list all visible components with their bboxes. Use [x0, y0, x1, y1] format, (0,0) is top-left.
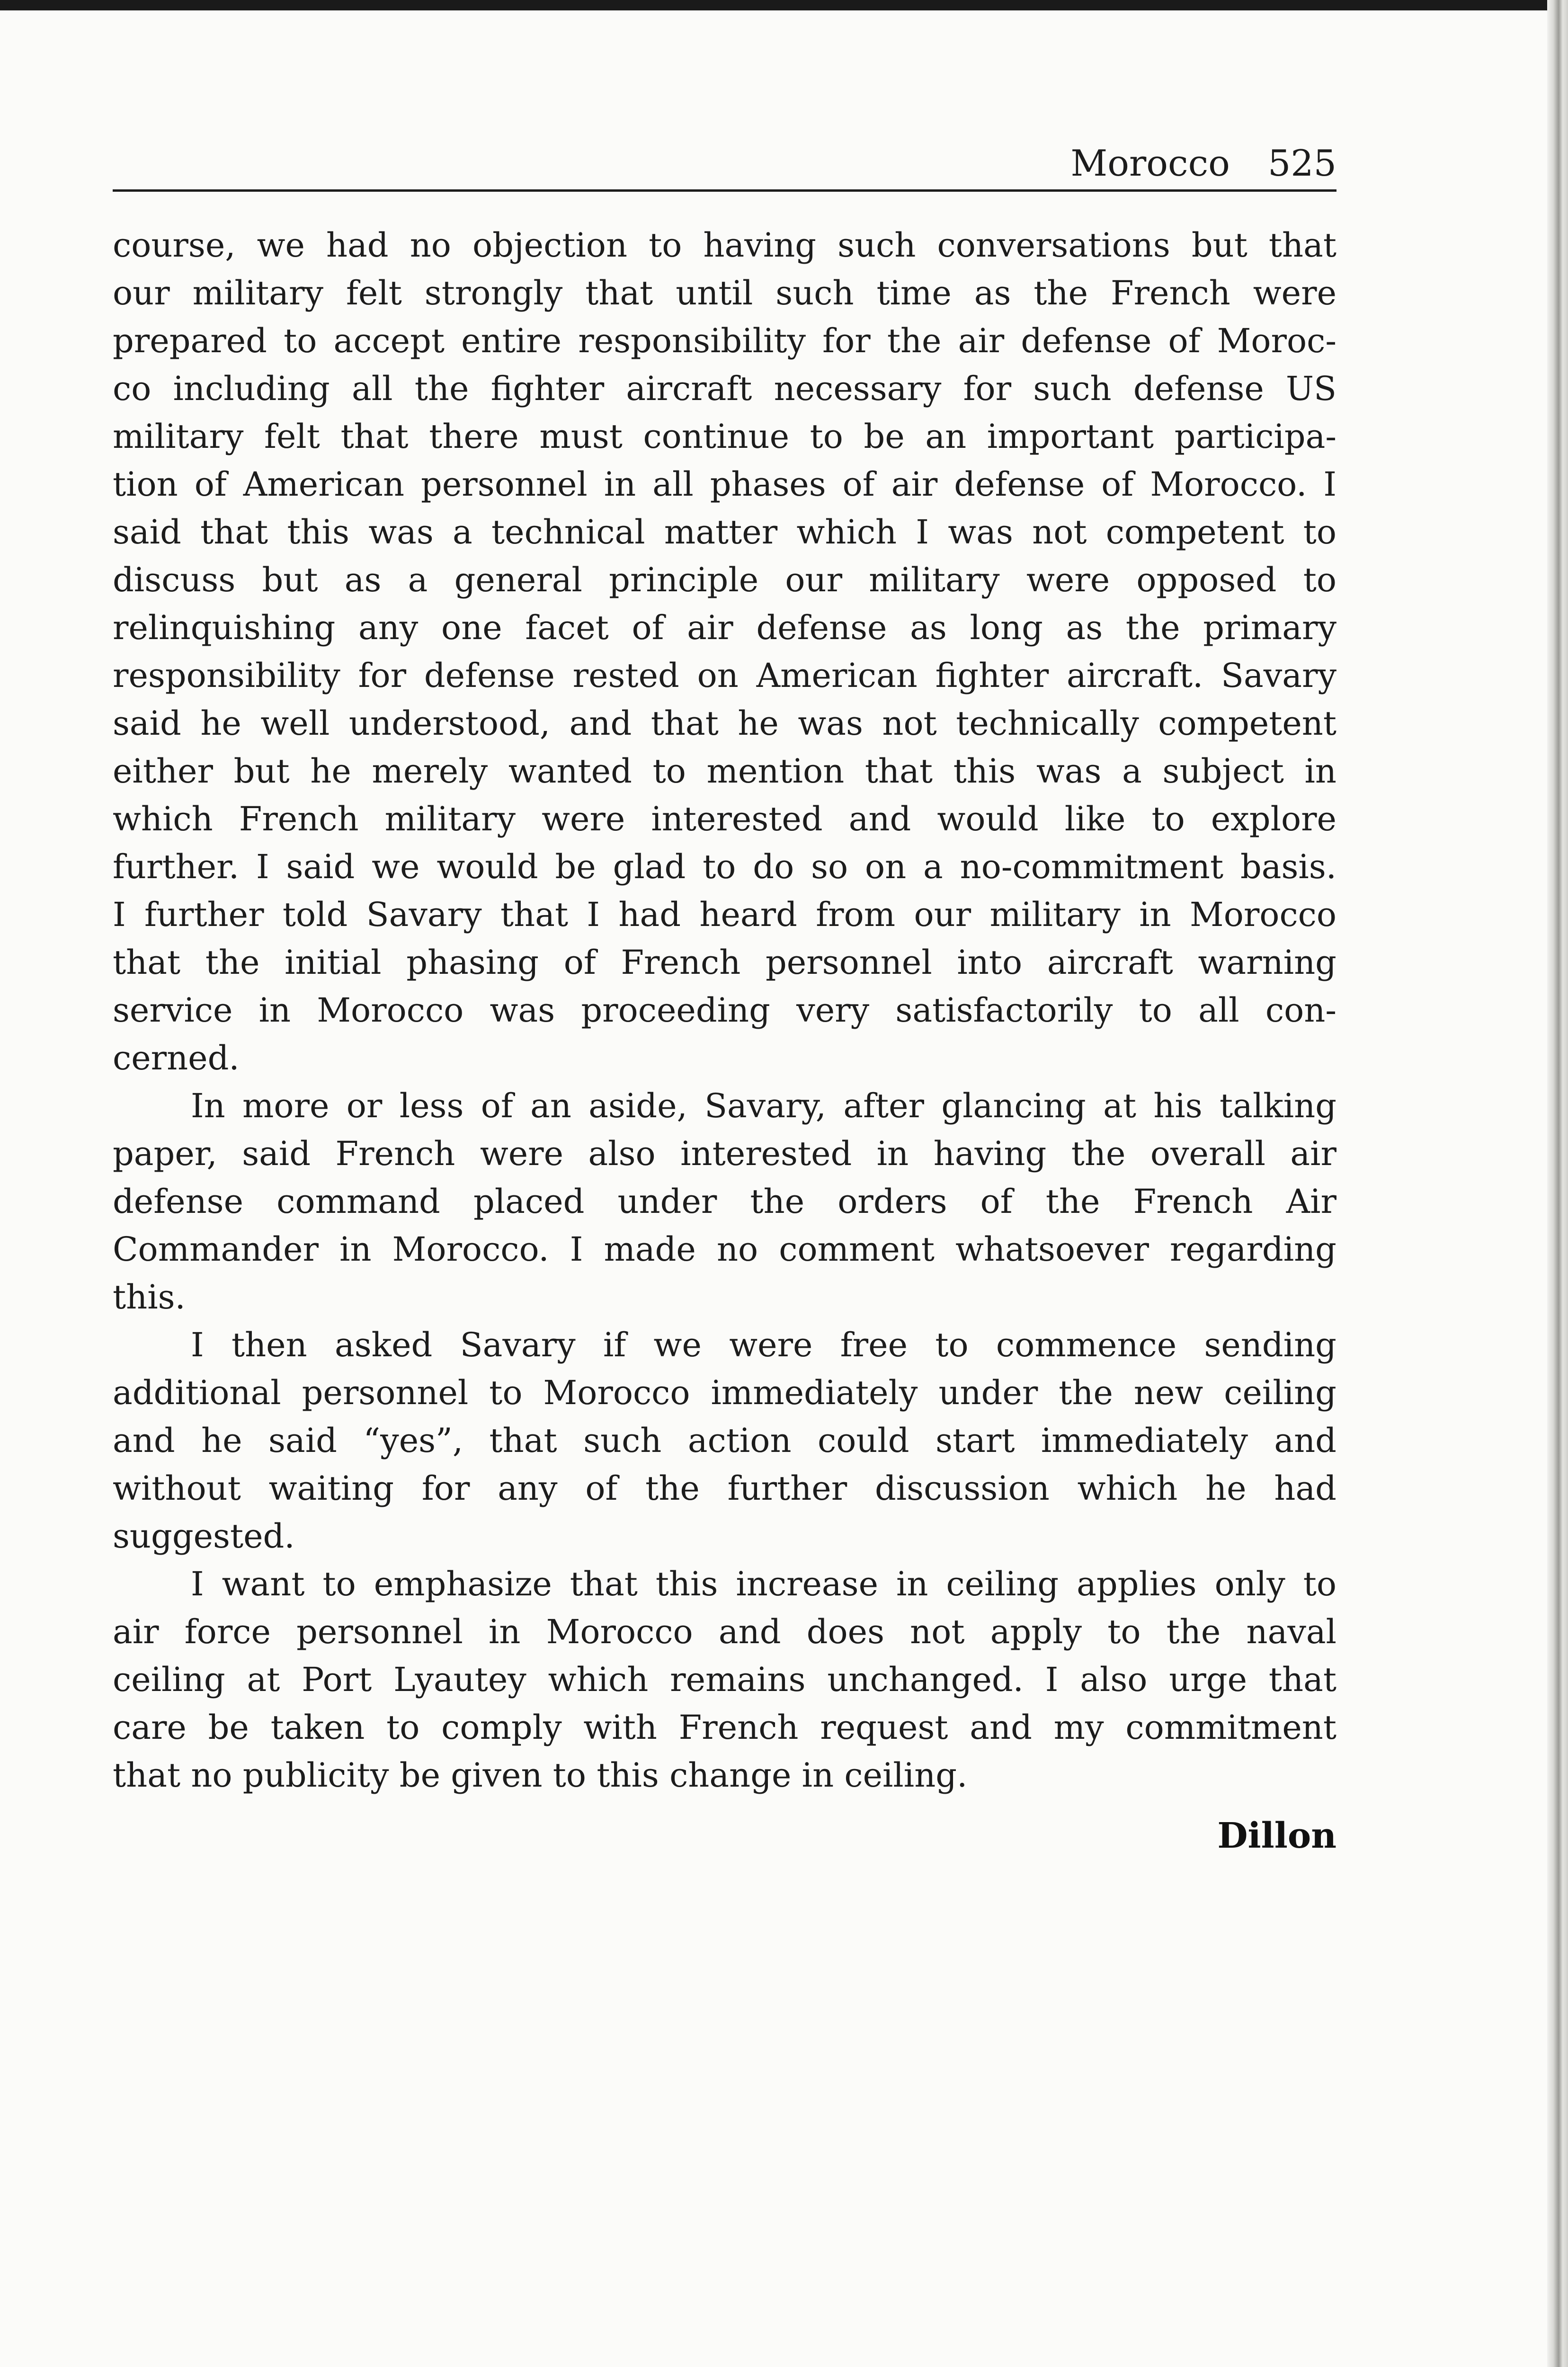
- text-line: relinquishing any one facet of air defense as long as the primary: [113, 608, 1336, 647]
- text-line: prepared to accept entire responsibility for the air defense of Moroc-: [113, 321, 1336, 360]
- scan-binding-edge: [1547, 0, 1568, 2367]
- text-line: either but he merely wanted to mention that this was a subject in: [113, 752, 1336, 791]
- text-line: paper, said French were also interested in having the overall air: [113, 1134, 1336, 1173]
- text-line: which French military were interested and would like to explore: [113, 800, 1336, 838]
- text-line: further. I said we would be glad to do so on a no-commitment basis.: [113, 847, 1336, 886]
- text-line: said that this was a technical matter which I was not competent to: [113, 513, 1336, 552]
- text-line: responsibility for defense rested on American fighter aircraft. Savary: [113, 656, 1336, 695]
- page-number: 525: [1267, 142, 1336, 184]
- text-line: care be taken to comply with French request and my commitment: [113, 1708, 1336, 1747]
- body-text: [113, 222, 1336, 1799]
- paragraph-last-line: cerned.: [113, 1039, 240, 1077]
- running-head-section: Morocco: [1070, 142, 1230, 184]
- text-line: course, we had no objection to having such conversations but that: [113, 226, 1336, 265]
- text-line: military felt that there must continue to be an important participa-: [113, 417, 1336, 456]
- text-line: service in Morocco was proceeding very satisfactorily to all con-: [113, 991, 1336, 1030]
- paragraph-first-line: I want to emphasize that this increase in ceiling applies only to: [191, 1565, 1336, 1603]
- text-line: ceiling at Port Lyautey which remains unchanged. I also urge that: [113, 1660, 1336, 1699]
- paragraph-last-line: that no publicity be given to this change in ceiling.: [113, 1756, 968, 1795]
- running-head: [113, 142, 1336, 192]
- text-line: I further told Savary that I had heard from our military in Morocco: [113, 895, 1336, 934]
- signature: Dillon: [1217, 1815, 1336, 1856]
- paragraph-first-line: I then asked Savary if we were free to commence sending: [191, 1326, 1336, 1364]
- paragraph-last-line: this.: [113, 1278, 186, 1317]
- text-line: said he well understood, and that he was not technically competent: [113, 704, 1336, 743]
- text-line: co including all the fighter aircraft necessary for such defense US: [113, 369, 1336, 408]
- paragraph-last-line: suggested.: [113, 1517, 295, 1556]
- text-line: and he said “yes”, that such action could start immediately and: [113, 1421, 1336, 1460]
- text-line: our military felt strongly that until such time as the French were: [113, 274, 1336, 312]
- text-line: air force personnel in Morocco and does not apply to the naval: [113, 1612, 1336, 1651]
- text-line: that the initial phasing of French personnel into aircraft warning: [113, 943, 1336, 982]
- text-line: tion of American personnel in all phases of air defense of Morocco. I: [113, 465, 1336, 504]
- text-line: defense command placed under the orders of the French Air: [113, 1182, 1336, 1221]
- text-line: Commander in Morocco. I made no comment whatsoever regarding: [113, 1230, 1336, 1269]
- paragraph-first-line: In more or less of an aside, Savary, after glancing at his talking: [191, 1086, 1336, 1125]
- scan-top-edge: [0, 0, 1568, 10]
- text-line: additional personnel to Morocco immediately under the new ceiling: [113, 1373, 1336, 1412]
- text-line: discuss but as a general principle our military were opposed to: [113, 561, 1336, 599]
- text-line: without waiting for any of the further discussion which he had: [113, 1469, 1336, 1508]
